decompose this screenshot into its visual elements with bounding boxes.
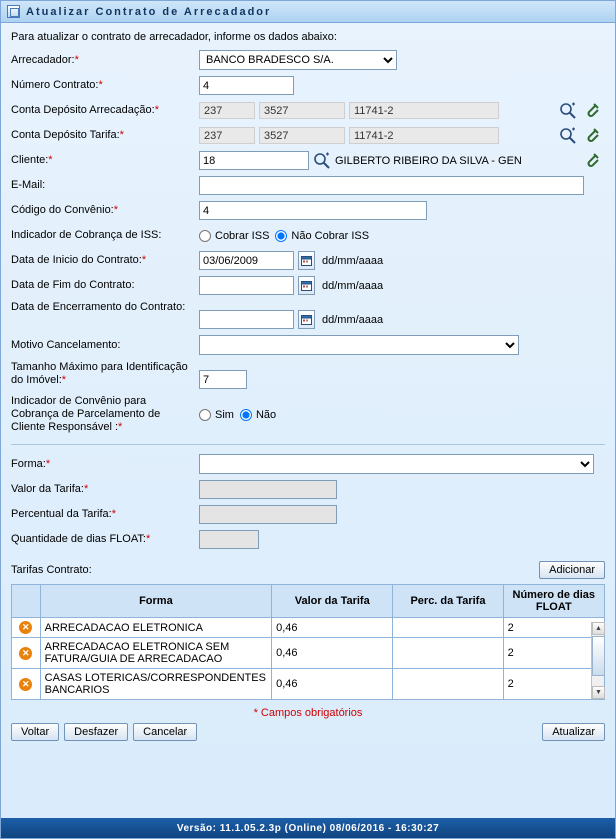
required-mark: * xyxy=(145,533,151,545)
row-quantidade-dias-float xyxy=(11,530,605,549)
required-mark: * xyxy=(74,53,79,66)
radio-option-sim[interactable] xyxy=(199,409,234,421)
table-header-row xyxy=(12,585,605,618)
row-conta-deposito-arrecadacao xyxy=(11,101,605,120)
cell-valor: 0,46 xyxy=(272,618,393,638)
tarifas-grid-wrapper xyxy=(11,584,605,700)
label-numero-contrato-text: Número Contrato: xyxy=(11,79,99,91)
clear-icon[interactable] xyxy=(583,127,601,145)
row-data-fim xyxy=(11,276,605,295)
hint-data-fim: dd/mm/aaaa xyxy=(322,279,384,292)
delete-icon[interactable]: ✕ xyxy=(19,621,32,634)
cell-perc xyxy=(393,638,503,669)
label-data-inicio-text: Data de Inicio do Contrato: xyxy=(11,254,142,266)
input-numero-contrato[interactable] xyxy=(199,76,294,95)
table-scrollbar[interactable] xyxy=(591,622,604,699)
label-indicador-iss: Indicador de Cobrança de ISS: xyxy=(11,229,162,241)
campos-obrigatorios-note: * Campos obrigatórios xyxy=(253,707,363,719)
label-indicador-convenio-text: Indicador de Convênio para Cobrança de Parcelamento de Cliente Responsável : xyxy=(11,395,161,433)
cell-dias: 2 xyxy=(503,618,604,638)
col-perc-tarifa: Perc. da Tarifa xyxy=(393,585,503,618)
label-conta-deposito-tarifa xyxy=(11,129,199,142)
required-mark: * xyxy=(113,204,119,216)
label-forma xyxy=(11,458,199,471)
cancelar-button[interactable]: Cancelar xyxy=(133,723,197,741)
clear-icon[interactable] xyxy=(583,152,601,170)
cell-dias: 2 xyxy=(503,638,604,669)
required-mark: * xyxy=(83,483,89,495)
row-arrecadador xyxy=(11,50,605,70)
label-cliente-text: Cliente: xyxy=(11,154,49,166)
radio-convenio-sim[interactable] xyxy=(199,409,211,421)
calendar-icon[interactable] xyxy=(298,310,315,329)
label-conta-arrecadacao-text: Conta Depósito Arrecadação: xyxy=(11,104,155,116)
label-email: E-Mail: xyxy=(11,179,46,191)
table-row[interactable] xyxy=(12,618,605,638)
input-data-inicio[interactable] xyxy=(199,251,294,270)
row-forma xyxy=(11,454,605,474)
section-divider xyxy=(11,444,605,445)
radio-cobrar-iss[interactable] xyxy=(199,230,211,242)
radio-nao-cobrar-iss-label: Não Cobrar ISS xyxy=(291,229,370,242)
radio-convenio-nao-label: Não xyxy=(255,409,277,421)
scroll-up-icon[interactable]: ▲ xyxy=(592,622,605,635)
required-mark: * xyxy=(61,374,67,386)
row-codigo-convenio xyxy=(11,201,605,220)
label-codigo-convenio-text: Código do Convênio: xyxy=(11,204,114,216)
required-mark: * xyxy=(98,79,103,91)
row-numero-contrato xyxy=(11,76,605,95)
window-icon xyxy=(7,5,20,18)
conta-arrecadacao-conta: 11741-2 xyxy=(349,102,499,119)
intro-text: Para atualizar o contrato de arrecadador, informe os dados abaixo: xyxy=(11,31,337,43)
label-percentual-tarifa-text: Percentual da Tarifa: xyxy=(11,508,112,520)
label-data-encerramento: Data de Encerramento do Contrato: xyxy=(11,301,186,313)
radio-group-convenio[interactable] xyxy=(199,409,276,421)
window-title: Atualizar Contrato de Arrecadador xyxy=(26,5,272,18)
row-motivo-cancelamento xyxy=(11,335,605,355)
label-cliente xyxy=(11,154,199,167)
cliente-nome: GILBERTO RIBEIRO DA SILVA - GEN xyxy=(335,154,522,167)
label-percentual-tarifa xyxy=(11,508,199,521)
radio-option-nao-cobrar-iss[interactable] xyxy=(275,230,369,242)
cell-dias: 2 xyxy=(503,669,604,700)
cell-valor: 0,46 xyxy=(272,669,393,700)
status-bar: Versão: 11.1.05.2.3p (Online) 08/06/2016 - 16:30:27 xyxy=(1,818,615,838)
required-mark: * xyxy=(111,508,116,520)
cell-perc xyxy=(393,618,503,638)
conta-arrecadacao-agencia: 3527 xyxy=(259,102,345,119)
label-conta-deposito-arrecadacao xyxy=(11,104,199,117)
radio-option-nao[interactable] xyxy=(240,409,276,421)
input-codigo-convenio[interactable] xyxy=(199,201,427,220)
adicionar-button[interactable]: Adicionar xyxy=(539,561,605,579)
row-indicador-convenio xyxy=(11,395,605,434)
col-dias-float: Número de dias FLOAT xyxy=(503,585,604,618)
conta-tarifa-conta: 11741-2 xyxy=(349,127,499,144)
required-mark: * xyxy=(154,104,159,116)
select-motivo-cancelamento[interactable] xyxy=(199,335,519,355)
col-valor-tarifa: Valor da Tarifa xyxy=(272,585,393,618)
radio-convenio-nao[interactable] xyxy=(240,409,252,421)
search-icon[interactable] xyxy=(313,152,331,170)
label-motivo-cancelamento: Motivo Cancelamento: xyxy=(11,338,121,351)
delete-icon[interactable]: ✕ xyxy=(19,678,32,691)
input-cliente-codigo[interactable] xyxy=(199,151,309,170)
scrollbar-thumb[interactable] xyxy=(592,636,605,676)
hint-data-encerramento: dd/mm/aaaa xyxy=(322,313,384,326)
row-data-encerramento xyxy=(11,301,605,329)
input-percentual-tarifa[interactable] xyxy=(199,505,337,524)
label-quantidade-dias-float-text: Quantidade de dias FLOAT: xyxy=(11,533,146,545)
row-percentual-tarifa xyxy=(11,505,605,524)
row-valor-tarifa xyxy=(11,480,605,499)
input-tamanho-maximo[interactable] xyxy=(199,370,247,389)
voltar-button[interactable]: Voltar xyxy=(11,723,59,741)
label-data-fim: Data de Fim do Contrato: xyxy=(11,279,135,291)
atualizar-button[interactable]: Atualizar xyxy=(542,723,605,741)
col-actions xyxy=(12,585,41,618)
input-valor-tarifa[interactable] xyxy=(199,480,337,499)
radio-convenio-sim-label: Sim xyxy=(215,409,234,421)
calendar-icon[interactable] xyxy=(298,276,315,295)
required-mark: * xyxy=(45,457,51,470)
radio-nao-cobrar-iss[interactable] xyxy=(275,230,287,242)
table-row[interactable] xyxy=(12,669,605,700)
tarifas-header xyxy=(11,561,605,579)
required-mark: * xyxy=(48,154,53,166)
tarifas-table xyxy=(11,584,605,700)
form-content xyxy=(1,23,615,719)
input-email[interactable] xyxy=(199,176,584,195)
clear-icon[interactable] xyxy=(583,102,601,120)
row-tamanho-maximo xyxy=(11,361,605,389)
label-data-inicio xyxy=(11,254,199,267)
select-arrecadador[interactable] xyxy=(199,50,397,70)
label-indicador-convenio xyxy=(11,395,199,434)
calendar-icon[interactable] xyxy=(298,251,315,270)
radio-cobrar-iss-label: Cobrar ISS xyxy=(215,229,270,242)
footer-buttons xyxy=(1,723,615,741)
label-forma-text: Forma: xyxy=(11,457,46,470)
label-tamanho-maximo xyxy=(11,361,199,387)
label-valor-tarifa-text: Valor da Tarifa: xyxy=(11,483,84,495)
label-conta-tarifa-text: Conta Depósito Tarifa: xyxy=(11,129,120,141)
label-tarifas-contrato: Tarifas Contrato: xyxy=(11,563,92,576)
hint-data-inicio: dd/mm/aaaa xyxy=(322,254,384,267)
cell-delete[interactable] xyxy=(12,669,41,700)
input-data-fim[interactable] xyxy=(199,276,294,295)
radio-group-iss[interactable] xyxy=(199,230,369,242)
label-valor-tarifa xyxy=(11,483,199,496)
required-mark: * xyxy=(118,421,123,433)
input-data-encerramento[interactable] xyxy=(199,310,294,329)
search-icon[interactable] xyxy=(559,102,577,120)
cell-forma: ARRECADACAO ELETRONICA SEM FATURA/GUIA DE ARRECADACAO xyxy=(40,638,271,669)
label-quantidade-dias-float xyxy=(11,533,199,546)
row-email xyxy=(11,176,605,195)
cell-delete[interactable] xyxy=(12,638,41,669)
delete-icon[interactable]: ✕ xyxy=(19,647,32,660)
conta-arrecadacao-banco: 237 xyxy=(199,102,255,119)
row-indicador-iss xyxy=(11,226,605,245)
required-mark: * xyxy=(119,129,124,141)
label-arrecadador xyxy=(11,54,199,67)
cell-delete[interactable] xyxy=(12,618,41,638)
cell-forma: CASAS LOTERICAS/CORRESPONDENTES BANCARIOS xyxy=(40,669,271,700)
label-arrecadador-text: Arrecadador: xyxy=(11,53,75,66)
input-quantidade-dias-float[interactable] xyxy=(199,530,259,549)
radio-option-cobrar-iss[interactable] xyxy=(199,230,269,242)
label-codigo-convenio xyxy=(11,204,199,217)
conta-tarifa-agencia: 3527 xyxy=(259,127,345,144)
cell-valor: 0,46 xyxy=(272,638,393,669)
label-tamanho-maximo-text: Tamanho Máximo para Identificação do Imóvel: xyxy=(11,361,188,386)
table-row[interactable] xyxy=(12,638,605,669)
cell-forma: ARRECADACAO ELETRONICA xyxy=(40,618,271,638)
required-mark: * xyxy=(141,254,147,266)
row-conta-deposito-tarifa xyxy=(11,126,605,145)
col-forma: Forma xyxy=(40,585,271,618)
cell-perc xyxy=(393,669,503,700)
search-icon[interactable] xyxy=(559,127,577,145)
select-forma[interactable] xyxy=(199,454,594,474)
label-numero-contrato xyxy=(11,79,199,92)
desfazer-button[interactable]: Desfazer xyxy=(64,723,128,741)
window-titlebar xyxy=(1,1,615,23)
scroll-down-icon[interactable]: ▼ xyxy=(592,686,605,699)
row-cliente xyxy=(11,151,605,170)
row-data-inicio xyxy=(11,251,605,270)
conta-tarifa-banco: 237 xyxy=(199,127,255,144)
